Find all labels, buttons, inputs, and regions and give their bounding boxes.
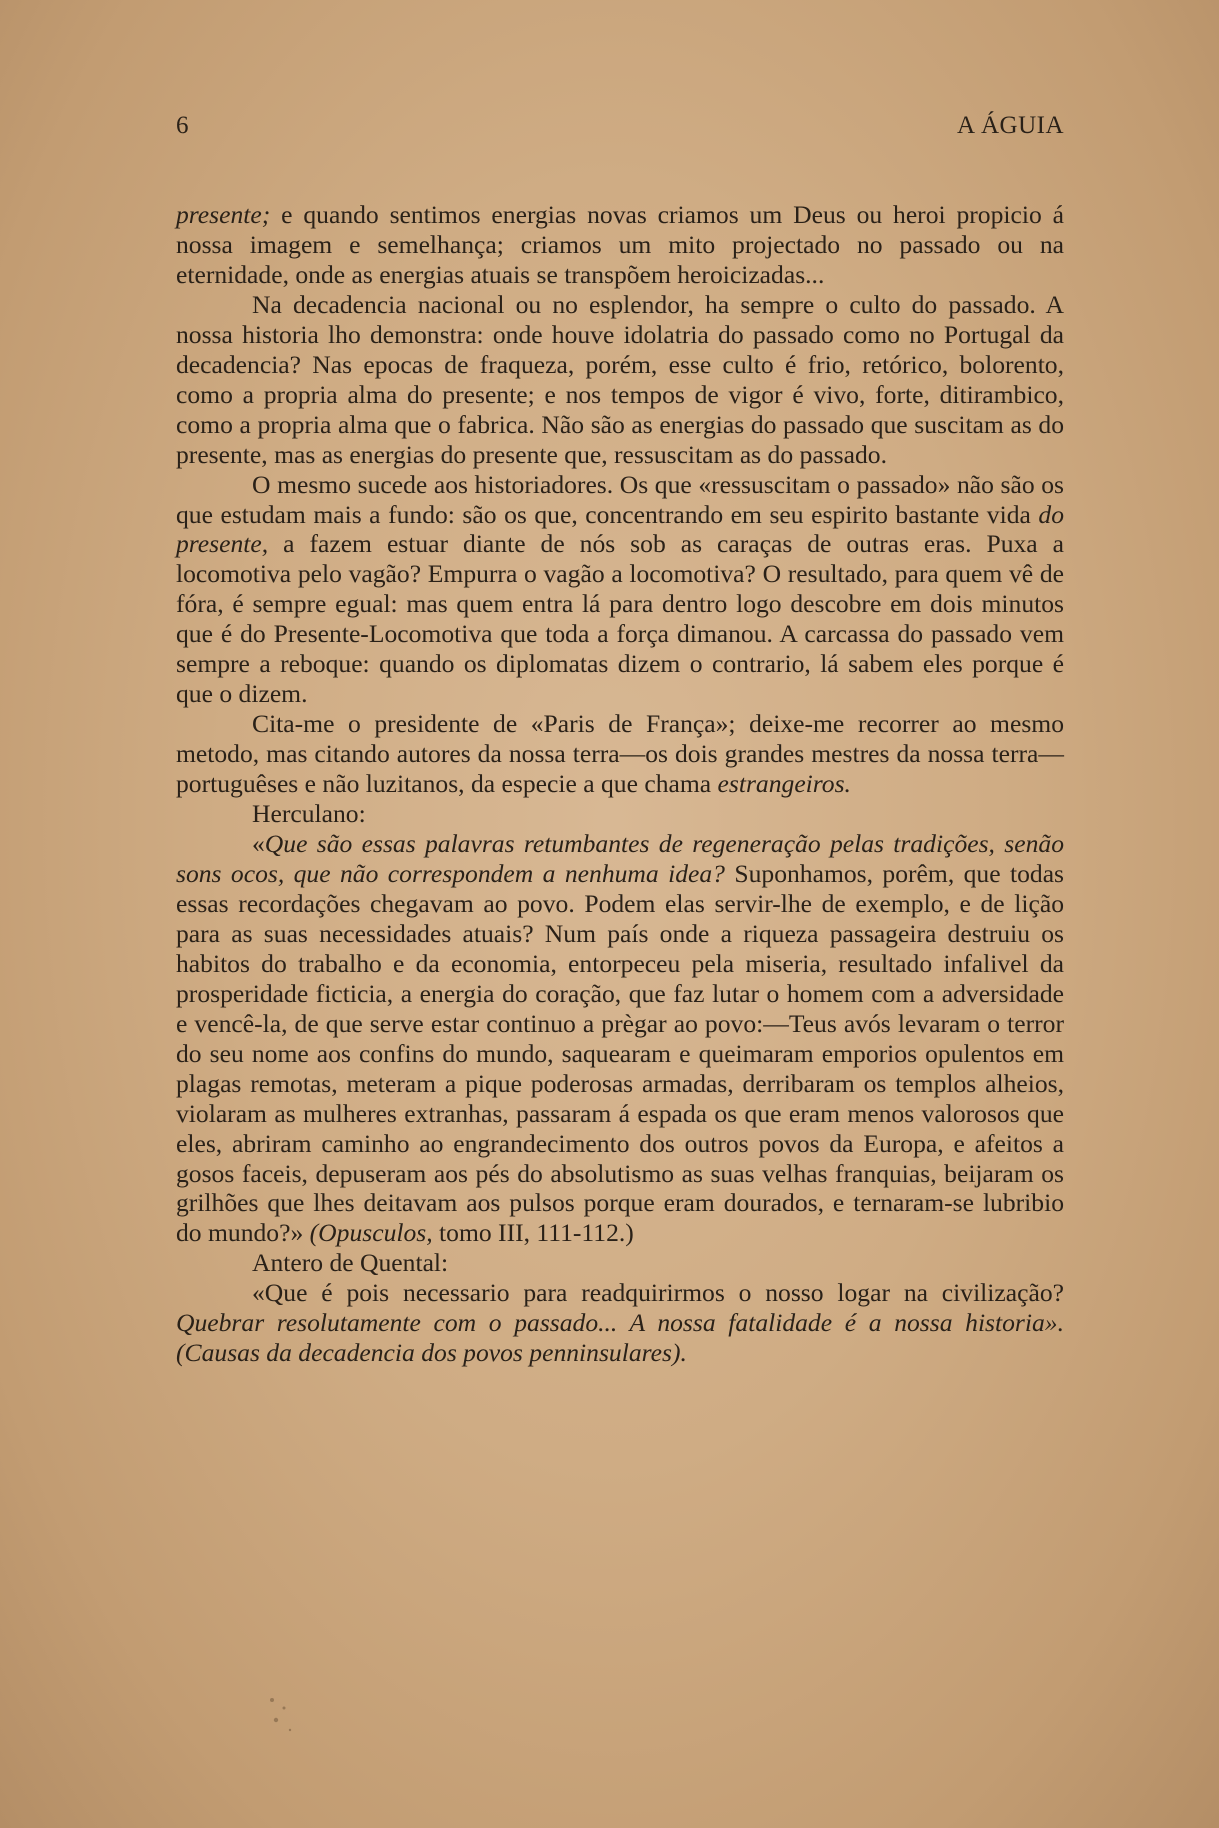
italic-text-run: (Causas da decadencia dos povos penninsulares). [176,1338,687,1368]
text-run: e quando sentimos energias novas criamos um Deus ou heroi propicio á nossa imagem e semelhança; criamos um mito projectado no passado ou na eternidade, onde as energias atuais se transpõem heroicizadas... [176,200,1064,289]
text-run: Na decadencia nacional ou no esplendor, ha sempre o culto do passado. A nossa historia lho demonstra: onde houve idolatria do passado como no Portugal da decadencia? Nas epocas de fraqueza, porém, esse culto é frio, retórico, bolorento, como a propria alma do presente; e nos tempos de vigor é vivo, forte, ditirambico, como a propria alma que o fabrica. Não são as energias do passado que suscitam as do presente, mas as energias do presente que, ressuscitam as do passado. [176,289,1064,469]
paragraph [176,290,1064,470]
text-run: a fazem estuar diante de nós sob as caraças de outras eras. Puxa a locomotiva pelo vagão? Empurra o vagão a locomotiva? O resultado, para quem vê de fóra, é sempre egual: mas quem entra lá para dentro logo descobre em dois minutos que é do Presente-Locomotiva que toda a força dimanou. A carcassa do passado vem sempre a reboque: quando os diplomatas dizem o contrario, lá sabem eles porque é que o dizem. [176,529,1064,709]
paragraph [176,1278,1064,1368]
body-text [176,200,1064,1368]
italic-text-run: Que são essas palavras retumbantes de regeneração pelas tradições, senão sons ocos, que não correspondem a nenhuma idea? [176,829,1064,888]
running-title: A ÁGUIA [957,112,1064,139]
paragraph [176,829,1064,1248]
page-number: 6 [176,112,189,139]
text-run: O mesmo sucede aos historiadores. Os que «ressuscitam o passado» não são os que estudam mais a fundo: são os que, concentrando em seu espirito bastante vida [176,469,1064,529]
italic-text-run: (Opusculos, [309,1218,433,1248]
paragraph [176,470,1064,710]
text-run: Herculano: [252,799,366,829]
italic-text-run: do presente, [176,499,1064,559]
page-header [176,112,1064,152]
text-run: Antero de Quental: [252,1248,449,1278]
text-run: tomo III, 111-112.) [432,1218,634,1248]
italic-text-run: estrangeiros. [717,769,851,799]
italic-text-run: Quebrar resolutamente com o passado... A nossa fatalidade é a nossa historia». [176,1308,1064,1338]
paragraph [176,709,1064,799]
text-run: Suponhamos, porêm, que todas essas recordações chegavam ao povo. Podem elas servir-lhe de exemplo, e de lição para as suas necessidades atuais? Num país onde a riqueza passageira destruiu os habitos do trabalho e da economia, entorpeceu pela miseria, resultado infalivel da prosperidade ficticia, a energia do coração, que faz lutar o homem com a adversidade e vencê-la, de que serve estar continuo a prègar ao povo:—Teus avós levaram o terror do seu nome aos confins do mundo, saquearam e queimaram emporios opulentos em plagas remotas, meteram a pique poderosas armadas, derribaram os templos alheios, violaram as mulheres extranhas, passaram á espada os que eram menos valorosos que eles, abriram caminho ao engrandecimento dos outros povos da Europa, e afeitos a gosos faceis, depuseram aos pés do absolutismo as suas velhas franquias, beijaram os grilhões que lhes deitavam aos pulsos porque eram dourados, e ternaram-se lubribio do mundo?» [176,858,1065,1248]
paragraph [176,799,1064,829]
ink-speck-decoration [262,1690,302,1750]
italic-text-run: presente; [176,200,271,229]
text-run: « [252,829,265,859]
text-run: Cita-me o presidente de «Paris de França»; deixe-me recorrer ao mesmo metodo, mas citando autores da nossa terra—os dois grandes mestres da nossa terra—portuguêses e não luzitanos, da especie a que chama [176,709,1064,799]
paragraph [176,1248,1064,1278]
text-run: «Que é pois necessario para readquirirmos o nosso logar na civilização? [252,1278,1064,1308]
paragraph [176,200,1064,290]
